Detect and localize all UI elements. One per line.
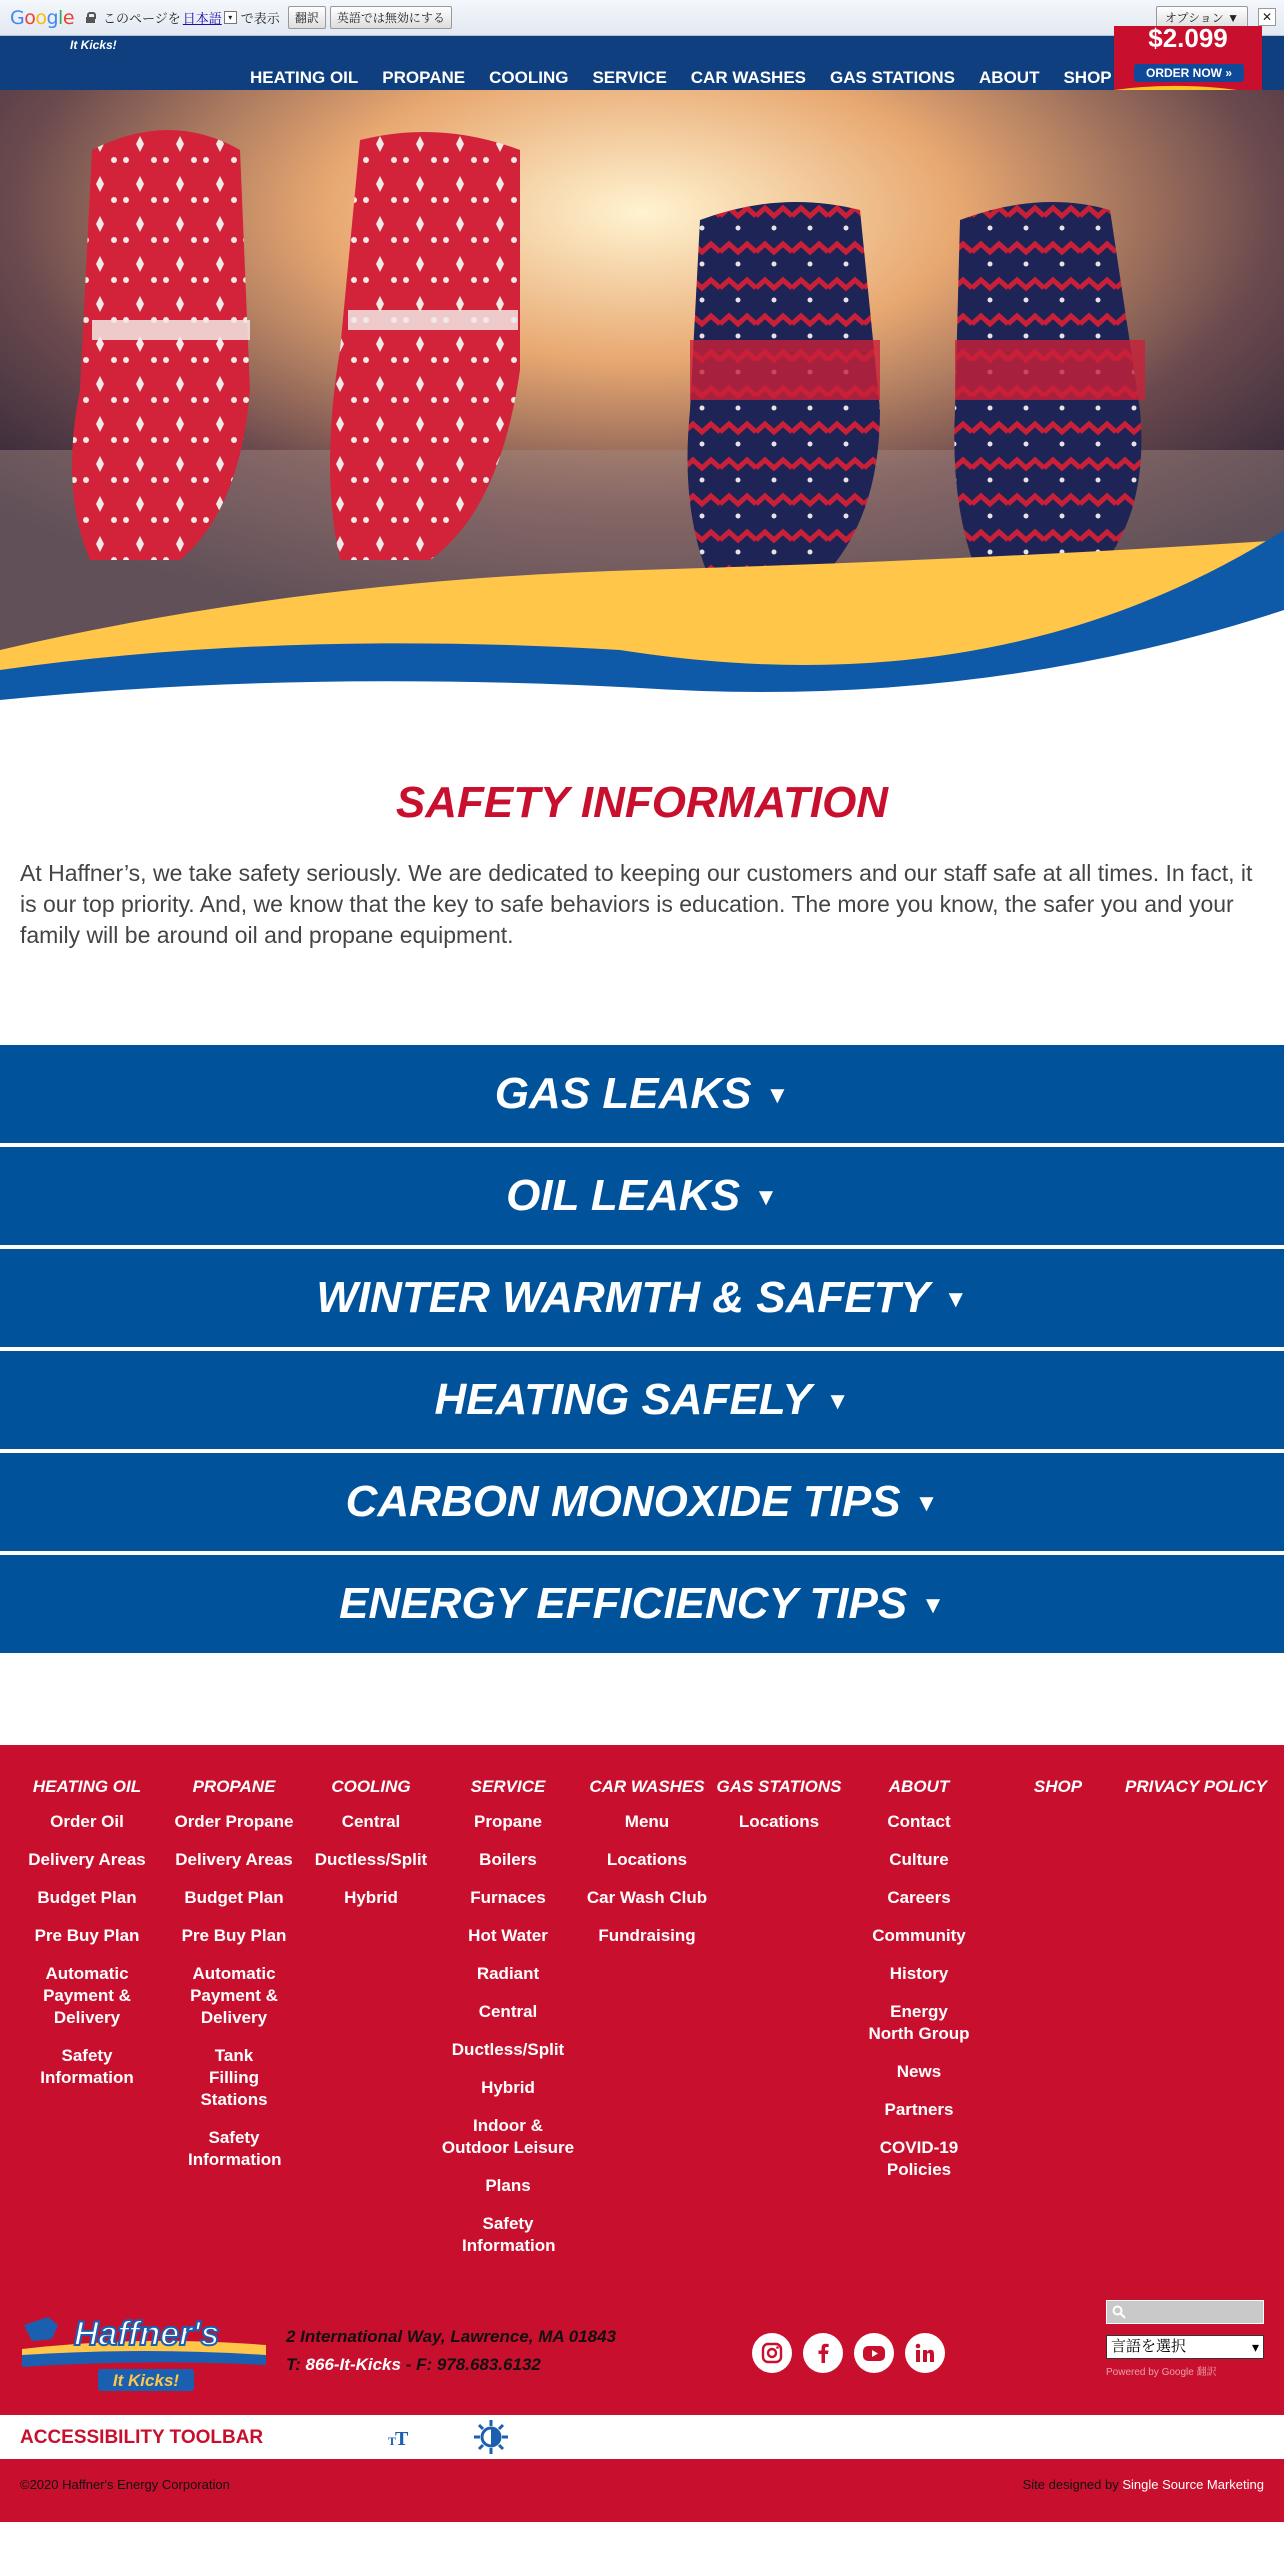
text-size-icon[interactable]	[386, 2425, 412, 2449]
nav-service[interactable]: SERVICE	[592, 68, 667, 87]
close-icon[interactable]: ✕	[1258, 8, 1276, 26]
search-icon	[1112, 2305, 1126, 2319]
footer-link[interactable]: Safety Information	[40, 2046, 134, 2087]
instagram-icon[interactable]	[752, 2333, 792, 2373]
main-nav	[250, 68, 1112, 88]
footer-link[interactable]: Hybrid	[481, 2078, 535, 2097]
site-credit	[1023, 2477, 1264, 2492]
footer-link[interactable]: Car Wash Club	[586, 1888, 708, 1907]
triangle-down-icon: ▼	[765, 1082, 790, 1110]
accordion-energy-efficiency[interactable]	[0, 1555, 1284, 1653]
nav-about[interactable]: ABOUT	[979, 68, 1040, 87]
accessibility-toolbar	[0, 2415, 1284, 2459]
footer-link[interactable]: News	[896, 2062, 942, 2081]
footer-link[interactable]: Locations	[606, 1850, 688, 1869]
company-address: 2 International Way, Lawrence, MA 01843	[286, 2327, 617, 2346]
footer-col-car-washes	[584, 1777, 710, 1963]
company-contact	[286, 2323, 616, 2379]
linkedin-icon[interactable]	[905, 2333, 945, 2373]
footer-link[interactable]: Central	[341, 1812, 401, 1831]
svg-text:T: T	[395, 2428, 409, 2449]
phone-label: T:	[286, 2355, 301, 2374]
footer-link[interactable]: Delivery Areas	[175, 1850, 293, 1869]
footer-link[interactable]: Propane	[473, 1812, 543, 1831]
hero-image	[0, 90, 1284, 700]
accordion-label: OIL LEAKS	[506, 1171, 741, 1220]
footer-link[interactable]: Hot Water	[468, 1926, 548, 1945]
google-logo: Google	[10, 6, 75, 29]
footer-col-gas-stations	[716, 1777, 842, 1849]
accordion-gas-leaks[interactable]	[0, 1045, 1284, 1143]
footer-link[interactable]: Central	[478, 2002, 538, 2021]
copyright-text: ©2020 Haffner's Energy Corporation	[20, 2477, 230, 2492]
accordion-label: HEATING SAFELY	[434, 1375, 812, 1424]
fax-number: - F: 978.683.6132	[405, 2355, 541, 2374]
footer-link[interactable]: Automatic Payment & Delivery	[43, 1964, 131, 2027]
translate-button[interactable]: 翻訳	[288, 6, 326, 29]
nav-shop[interactable]: SHOP	[1063, 68, 1112, 87]
translate-language-link[interactable]: 日本語	[182, 11, 222, 26]
logo-tagline: It Kicks!	[112, 2371, 180, 2390]
phone-link[interactable]: 866-It-Kicks	[305, 2355, 401, 2374]
footer-heading[interactable]: HEATING OIL	[32, 1777, 142, 1796]
accordion-label: ENERGY EFFICIENCY TIPS	[339, 1579, 908, 1628]
footer-link[interactable]: Culture	[889, 1850, 949, 1869]
nav-heating-oil[interactable]: HEATING OIL	[250, 68, 359, 87]
footer-heading[interactable]: GAS STATIONS	[716, 1777, 842, 1796]
footer-link[interactable]: Furnaces	[470, 1888, 546, 1907]
footer-col-shop	[1008, 1777, 1108, 1811]
footer-col-propane	[164, 1777, 304, 2187]
company-phone-line	[286, 2351, 616, 2379]
lock-icon	[86, 12, 95, 23]
footer-link[interactable]: Contact	[887, 1812, 951, 1831]
youtube-icon[interactable]	[854, 2333, 894, 2373]
svg-text:T: T	[388, 2434, 397, 2448]
header-logo[interactable]: It Kicks!	[70, 38, 117, 52]
haffners-logo[interactable]	[18, 2305, 268, 2395]
triangle-down-icon: ▼	[921, 1592, 945, 1620]
nav-propane[interactable]: PROPANE	[382, 68, 466, 87]
powered-by-google: Powered by Google 翻訳	[1106, 2367, 1217, 2378]
footer-link[interactable]: Indoor & Outdoor Leisure	[441, 2116, 575, 2157]
logo-wordmark: Haffner's	[74, 2315, 220, 2353]
intro-paragraph: At Haffner’s, we take safety seriously. We are dedicated to keeping our customers and our staff safe at all times. In fact, it is our top priority. And, we know that the key to safe behaviors is education. The more you know, the safer you and your family will be around oil and propane equipment.	[20, 860, 1253, 948]
site-credit-label: Site designed by	[1022, 2477, 1119, 2492]
footer-link[interactable]: History	[889, 1964, 949, 1983]
footer-heading[interactable]: SERVICE	[470, 1777, 546, 1796]
triangle-down-icon: ▼	[943, 1286, 968, 1314]
site-credit-link[interactable]: Single Source Marketing	[1122, 2477, 1264, 2492]
footer-link[interactable]: Safety Information	[462, 2214, 556, 2255]
footer-link[interactable]: Boilers	[479, 1850, 537, 1869]
footer-link[interactable]: Ductless/Split	[451, 2040, 565, 2059]
footer-link[interactable]: Tank Filling Stations	[200, 2046, 268, 2109]
footer-link[interactable]: COVID-19 Policies	[879, 2138, 959, 2179]
footer-link[interactable]: Order Oil	[50, 1812, 124, 1831]
accordion-label: CARBON MONOXIDE TIPS	[345, 1477, 901, 1526]
footer-link[interactable]: Energy North Group	[868, 2002, 970, 2043]
triangle-down-icon: ▼	[754, 1184, 778, 1212]
translate-bar	[0, 0, 1284, 36]
accordion-oil-leaks[interactable]	[0, 1147, 1284, 1245]
contrast-icon[interactable]	[473, 2419, 509, 2455]
social-links	[752, 2333, 945, 2373]
footer-heading[interactable]: ABOUT	[888, 1777, 950, 1796]
footer-link[interactable]: Order Propane	[174, 1812, 294, 1831]
triangle-down-icon: ▼	[825, 1388, 850, 1416]
translate-options-button[interactable]: オプション ▼	[1156, 6, 1248, 29]
accordion-heating-safely[interactable]	[0, 1351, 1284, 1449]
footer-link[interactable]: Ductless/Split	[314, 1850, 428, 1869]
footer-link[interactable]: Menu	[624, 1812, 670, 1831]
chevron-down-icon[interactable]: ▾	[224, 11, 237, 24]
footer-link[interactable]: Partners	[884, 2100, 954, 2119]
site-search-input[interactable]	[1106, 2300, 1264, 2324]
footer-link[interactable]: Pre Buy Plan	[34, 1926, 140, 1945]
footer-link[interactable]: Pre Buy Plan	[181, 1926, 287, 1945]
footer-heading[interactable]: SHOP	[1033, 1777, 1083, 1796]
footer-heading[interactable]: PRIVACY POLICY	[1124, 1777, 1267, 1796]
translate-suffix: で表示	[240, 11, 280, 26]
footer-link[interactable]: Delivery Areas	[28, 1850, 146, 1869]
footer-heading[interactable]: CAR WASHES	[589, 1777, 705, 1796]
nav-gas-stations[interactable]: GAS STATIONS	[830, 68, 956, 87]
footer-link[interactable]: Careers	[887, 1888, 951, 1907]
order-now-button[interactable]: ORDER NOW »	[1134, 64, 1244, 82]
triangle-down-icon: ▼	[914, 1490, 939, 1518]
footer-col-about	[858, 1777, 980, 2197]
footer-heading[interactable]: PROPANE	[192, 1777, 276, 1796]
main-header	[0, 36, 1284, 90]
footer-col-privacy	[1116, 1777, 1276, 1811]
nav-car-washes[interactable]: CAR WASHES	[690, 68, 807, 87]
footer-link[interactable]: Automatic Payment & Delivery	[190, 1964, 278, 2027]
page-title: SAFETY INFORMATION	[395, 778, 889, 827]
footer-link[interactable]: Budget Plan	[37, 1888, 137, 1907]
translate-prefix: このページを	[103, 11, 181, 26]
footer-col-service	[438, 1777, 578, 2273]
site-footer	[0, 1745, 1284, 2415]
footer-col-cooling	[310, 1777, 432, 1925]
footer-link[interactable]: Safety Information	[188, 2128, 282, 2169]
footer-link[interactable]: Fundraising	[598, 1926, 696, 1945]
facebook-icon[interactable]	[803, 2333, 843, 2373]
accordion-winter-warmth[interactable]	[0, 1249, 1284, 1347]
oil-price: $2.099	[1148, 26, 1228, 53]
accordion-label: WINTER WARMTH & SAFETY	[316, 1273, 930, 1322]
footer-col-heating-oil	[18, 1777, 156, 2105]
footer-link[interactable]: Radiant	[476, 1964, 540, 1983]
accordion-carbon-monoxide[interactable]	[0, 1453, 1284, 1551]
nav-cooling[interactable]: COOLING	[489, 68, 569, 87]
accordion-label: GAS LEAKS	[494, 1069, 752, 1118]
language-select[interactable]: 言語を選択 ▾	[1106, 2335, 1264, 2359]
footer-link[interactable]: Locations	[738, 1812, 820, 1831]
copyright-bar	[0, 2459, 1284, 2522]
footer-link[interactable]: Budget Plan	[184, 1888, 284, 1907]
accessibility-toolbar-label: ACCESSIBILITY TOOLBAR	[20, 2427, 264, 2448]
disable-translate-button[interactable]: 英語では無効にする	[330, 6, 452, 29]
footer-heading[interactable]: COOLING	[331, 1777, 411, 1796]
footer-link[interactable]: Hybrid	[344, 1888, 398, 1907]
footer-link[interactable]: Community	[872, 1926, 966, 1945]
footer-link[interactable]: Plans	[485, 2176, 531, 2195]
